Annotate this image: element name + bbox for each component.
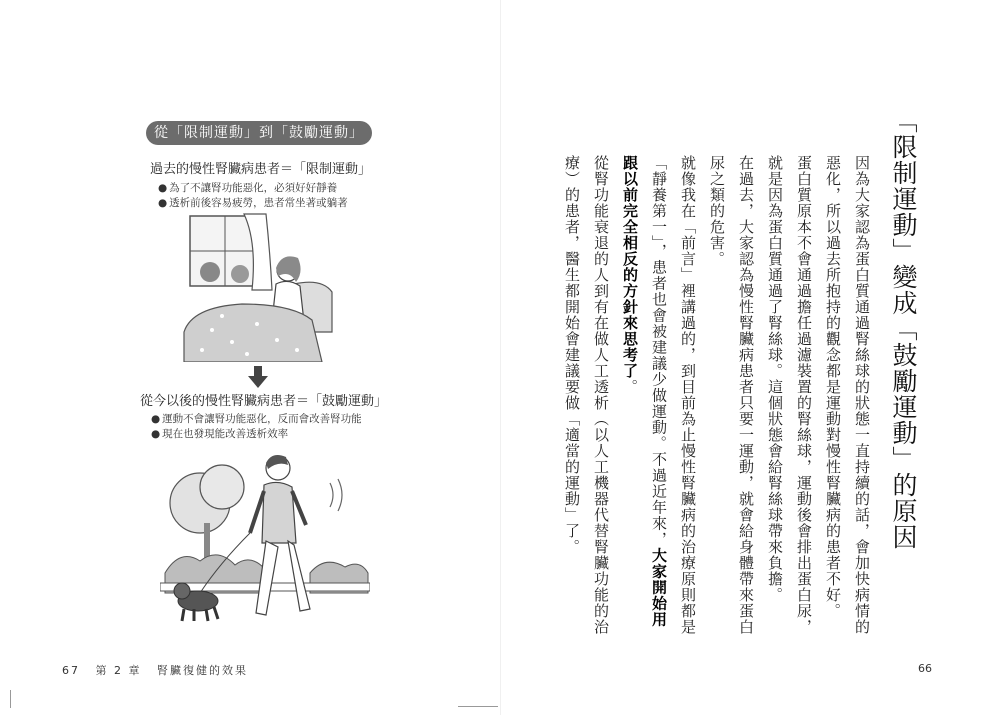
page-number: 67: [62, 664, 80, 677]
crop-mark: [10, 690, 11, 708]
emphasis-text: 大家開始用跟以前完全相反的方針來思考了: [621, 155, 668, 628]
paragraph: 因為大家認為蛋白質通過腎絲球的狀態一直持續的話，會加快病情的惡化，所以過去所抱持的觀念都是運動對慢性腎臟病的患者不好。: [824, 155, 871, 635]
left-page-footer: [62, 662, 258, 678]
future-bullet: ● 運動不會讓腎功能惡化，反而會改善腎功能: [151, 411, 362, 426]
right-page-number: 66: [918, 662, 932, 675]
paragraph: [615, 140, 702, 640]
future-patients-heading: 從今以後的慢性腎臟病患者＝「鼓勵運動」: [140, 394, 388, 409]
body-text: [557, 140, 876, 640]
arrow-down-icon: [246, 366, 270, 388]
paragraph-text: 就像我在「前言」裡講過的，到目前為止慢性腎臟病的治療原則都是「靜養第一」，患者也會被建議少做運動。不過近年來，: [650, 155, 697, 635]
chapter-label: 第 2 章: [95, 664, 142, 677]
crop-mark: [458, 706, 498, 707]
paragraph: 蛋白質原本不會通過擔任過濾裝置的腎絲球，運動後會排出蛋白尿，就是因為蛋白質通過了腎絲球。這個狀態會給腎絲球帶來負擔。: [766, 155, 813, 635]
chapter-title: 腎臟復健的效果: [157, 664, 248, 677]
past-patients-heading: 過去的慢性腎臟病患者＝「限制運動」: [150, 162, 372, 177]
page-title: 「限制運動」變成「鼓勵運動」的原因: [889, 108, 918, 550]
future-bullet: ● 現在也發現能改善透析效率: [151, 426, 288, 441]
paragraph: 在過去，大家認為慢性腎臟病患者只要一運動，就會給身體帶來蛋白尿之類的危害。: [708, 155, 755, 635]
paragraph: 從腎功能衰退的人到有在做人工透析（以人工機器代替腎臟功能的治療）的患者，醫生都開始會建議要做「適當的運動」了。: [563, 155, 610, 635]
past-bullet: ● 為了不讓腎功能惡化，必須好好靜養: [158, 180, 337, 195]
past-bullet: ● 透析前後容易疲勞，患者常坐著或躺著: [158, 195, 348, 210]
paragraph-text: 。: [621, 379, 639, 395]
walking-man-illustration: [160, 443, 370, 633]
resting-patient-illustration: [182, 212, 342, 362]
sidebar-title: 從「限制運動」到「鼓勵運動」: [146, 121, 372, 145]
page-gutter: [500, 0, 501, 715]
